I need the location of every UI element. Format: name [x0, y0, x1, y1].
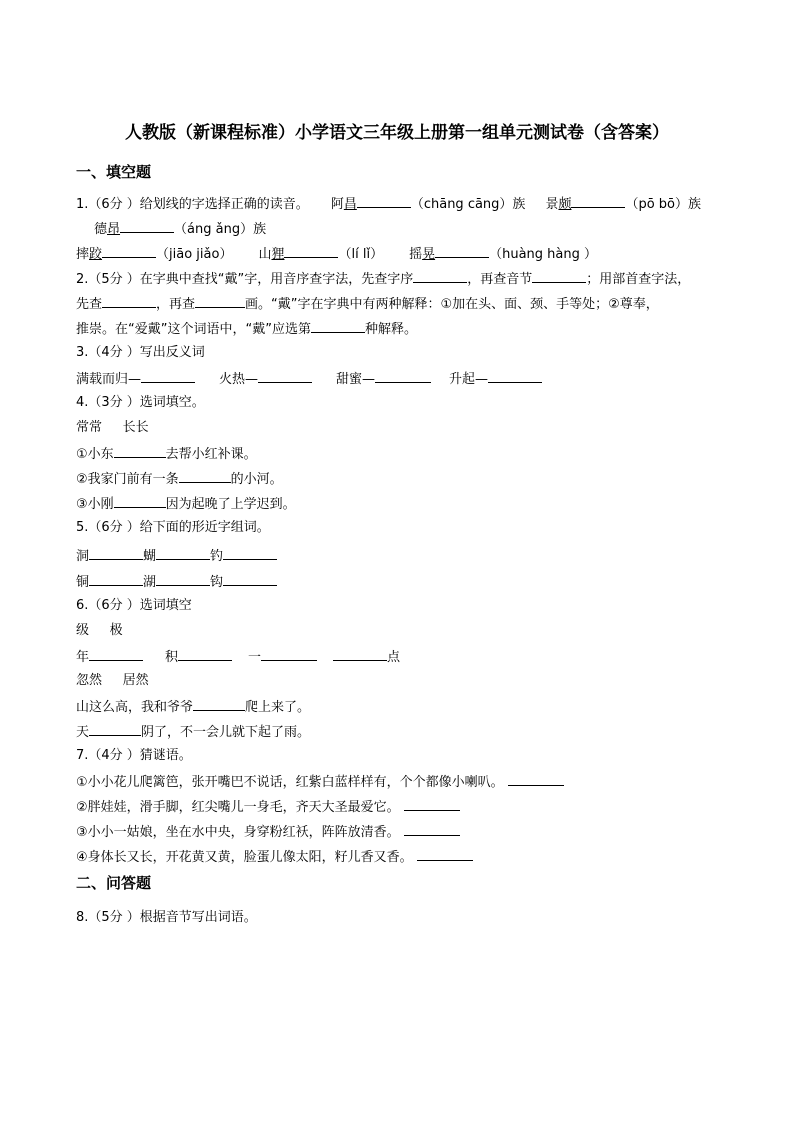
question-7-riddle-4: ④身体长又长，开花黄又黄，脸蛋儿像太阳，籽儿香又香。: [76, 847, 473, 867]
answer-blank[interactable]: [114, 494, 166, 508]
section-heading-qa: 二、问答题: [76, 874, 152, 892]
question-5-head: 5.（6分 ）给下面的形近字组词。: [76, 520, 270, 535]
answer-blank[interactable]: [508, 772, 564, 786]
answer-blank[interactable]: [375, 369, 431, 383]
answer-blank[interactable]: [357, 194, 411, 208]
question-1-line-3: 摔跤 （jiāo jiǎo） 山狸 （lí lǐ） 摇晃 （huàng hàng ）: [76, 244, 597, 264]
answer-blank[interactable]: [223, 546, 277, 560]
question-6-sentence-1: 山这么高，我和爷爷 爬上来了。: [76, 697, 310, 717]
answer-blank[interactable]: [89, 647, 143, 661]
question-2-line-2: 先查 ，再查 画。“戴”字在字典中有两种解释：①加在头、面、颈、手等处；②尊奉，: [76, 294, 659, 314]
question-1-head: 1.（6分 ）给划线的字选择正确的读音。: [76, 197, 309, 212]
question-5-row-2: 铜 湖 钩: [76, 572, 277, 592]
question-2-line-1: 2.（5分 ）在字典中查找“戴”字，用音序查字法，先查字序 ，再查音节 ；用部首查字法，: [76, 269, 690, 289]
answer-blank[interactable]: [261, 647, 317, 661]
answer-blank[interactable]: [417, 847, 473, 861]
answer-blank[interactable]: [179, 469, 231, 483]
answer-blank[interactable]: [311, 319, 365, 333]
answer-blank[interactable]: [571, 194, 625, 208]
answer-blank[interactable]: [102, 294, 156, 308]
answer-blank[interactable]: [284, 244, 338, 258]
page-title: 人教版（新课程标准）小学语文三年级上册第一组单元测试卷（含答案）: [125, 123, 669, 143]
answer-blank[interactable]: [532, 269, 586, 283]
question-7-riddle-1: ①小小花儿爬篱笆，张开嘴巴不说话，红紫白蓝样样有，个个都像小喇叭。: [76, 772, 564, 792]
answer-blank[interactable]: [156, 572, 210, 586]
answer-blank[interactable]: [404, 797, 460, 811]
answer-blank[interactable]: [89, 572, 143, 586]
question-6-sentence-2: 天 阴了，不一会儿就下起了雨。: [76, 722, 310, 742]
question-8-head: 8.（5分 ）根据音节写出词语。: [76, 910, 257, 925]
question-6-head: 6.（6分 ）选词填空: [76, 598, 192, 613]
question-4-sentence-2: ②我家门前有一条 的小河。: [76, 469, 283, 489]
answer-blank[interactable]: [114, 444, 166, 458]
answer-blank[interactable]: [258, 369, 312, 383]
answer-blank[interactable]: [193, 697, 245, 711]
answer-blank[interactable]: [178, 647, 232, 661]
answer-blank[interactable]: [156, 546, 210, 560]
question-6-row-1: 年 积 一 点: [76, 647, 400, 667]
answer-blank[interactable]: [102, 244, 156, 258]
question-6-word-choices-1: 级 极: [76, 623, 123, 638]
answer-blank[interactable]: [89, 722, 141, 736]
answer-blank[interactable]: [333, 647, 387, 661]
question-4-head: 4.（3分 ）选词填空。: [76, 395, 205, 410]
answer-blank[interactable]: [404, 822, 460, 836]
question-4-word-choices: 常常 长长: [76, 420, 149, 435]
answer-blank[interactable]: [120, 219, 174, 233]
answer-blank[interactable]: [488, 369, 542, 383]
question-1-line-2: 德昂 （áng ǎng）族: [94, 219, 266, 239]
answer-blank[interactable]: [223, 572, 277, 586]
answer-blank[interactable]: [89, 546, 143, 560]
question-1-line-1: 1.（6分 ）给划线的字选择正确的读音。 阿昌 （chāng cāng）族 景颇 （pō bō）族: [76, 194, 701, 214]
question-3-head: 3.（4分 ）写出反义词: [76, 345, 205, 360]
question-4-sentence-1: ①小东 去帮小红补课。: [76, 444, 257, 464]
answer-blank[interactable]: [195, 294, 245, 308]
question-4-sentence-3: ③小刚 因为起晚了上学迟到。: [76, 494, 296, 514]
question-3-items: 满载而归— 火热— 甜蜜— 升起—: [76, 369, 542, 389]
answer-blank[interactable]: [413, 269, 467, 283]
question-5-row-1: 洞 蝴 钓: [76, 546, 277, 566]
question-7-riddle-2: ②胖娃娃，滑手脚，红尖嘴儿一身毛，齐天大圣最爱它。: [76, 797, 460, 817]
section-heading-fill-blanks: 一、填空题: [76, 163, 152, 181]
answer-blank[interactable]: [435, 244, 489, 258]
question-7-head: 7.（4分 ）猜谜语。: [76, 748, 192, 763]
question-7-riddle-3: ③小小一姑娘，坐在水中央，身穿粉红袄，阵阵放清香。: [76, 822, 460, 842]
question-6-word-choices-2: 忽然 居然: [76, 673, 149, 688]
question-2-line-3: 推崇。在“爱戴”这个词语中，“戴”应选第 种解释。: [76, 319, 417, 339]
answer-blank[interactable]: [141, 369, 195, 383]
